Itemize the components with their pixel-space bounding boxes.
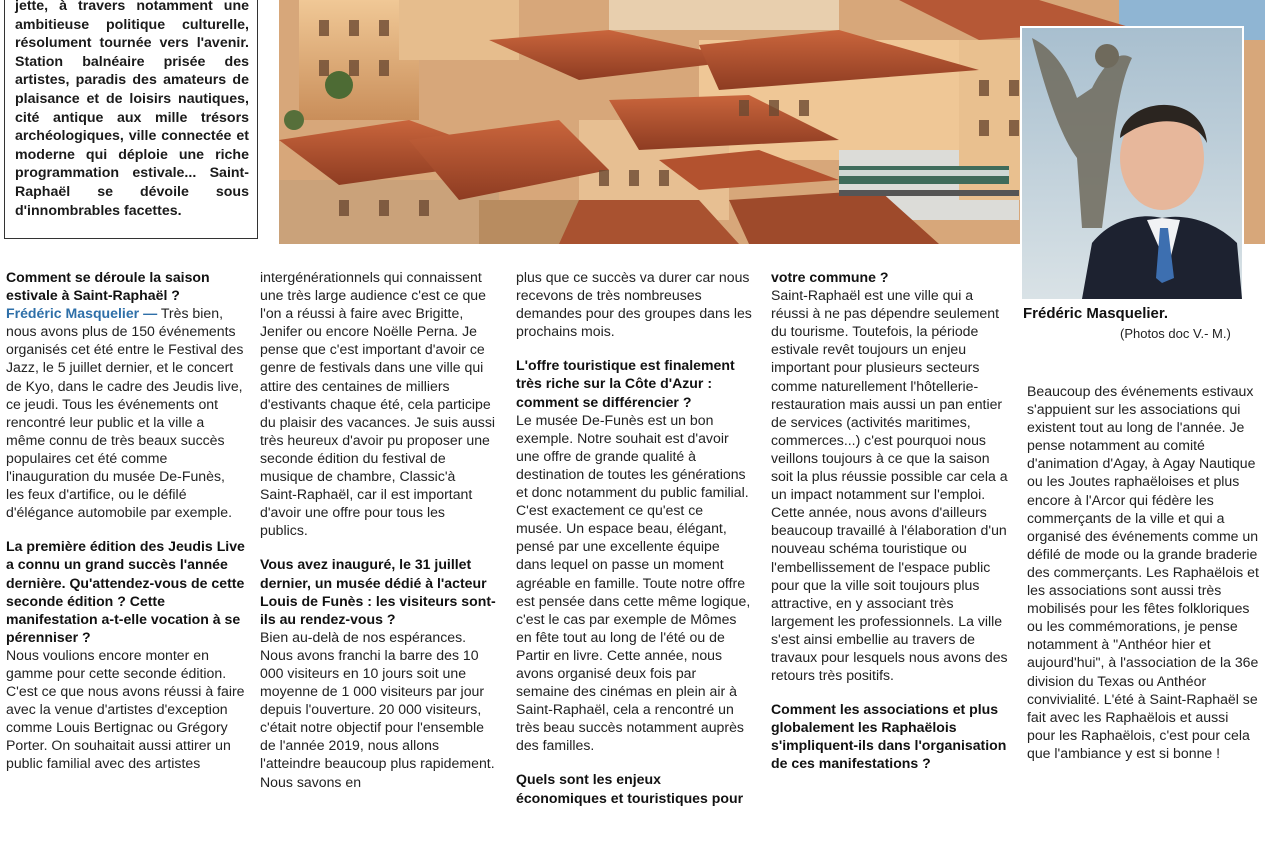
answer-3-continued: plus que ce succès va durer car nous recevons de très nombreuses demandes pour des groupes dans les prochains mois.: [516, 269, 752, 340]
column-3: [516, 268, 752, 807]
column-4: [771, 268, 1009, 773]
portrait-illustration: [1022, 28, 1242, 299]
column-5: [1027, 382, 1259, 762]
question-5: Quels sont les enjeux économiques et touristiques pour: [516, 771, 744, 806]
answer-6: Beaucoup des événements estivaux s'appuient sur les associations qui existent tout au long de l'année. Je pense notamment au comité d'animation d'Agay, à Agay Nautique ou les Joutes raphaëloises et plus encore à l'Arcor qui fédère les commerçants de la ville et qui a organisé des événements comme un défilé de mode ou la grande braderie des commerçants. Les Raphaëlois et les associations sont aussi très mobilisés pour les fêtes folkloriques ou les commémorations, je pense notamment à "Anthéor hier et aujourd'hui", à l'association de la 36e division du Texas ou Anthéor convivialité. L'été à Saint-Raphaël se fait avec les Raphaëlois et aussi pour les Raphaëlois, c'est pour cela que l'ambiance y est si bonne !: [1027, 383, 1259, 761]
question-4: L'offre touristique est finalement très riche sur la Côte d'Azur : comment se différencier ?: [516, 357, 735, 410]
answer-1-text: Très bien, nous avons plus de 150 événements organisés cet été entre le Festival des Jazz, le 5 juillet dernier, et le concert de Kyo, dans le cadre des Jeudis live, ce jeudi. Tous les événements ont rencontré leur public et la ville a même connu de très beaux succès populaires cet été comme l'inauguration du musée De-Funès, les feux d'artifice, ou le défilé d'élégance automobile par exemple.: [6, 305, 244, 521]
portrait-caption-name: Frédéric Masquelier.: [1023, 305, 1169, 322]
answer-2: Nous voulions encore monter en gamme pour cette seconde édition. C'est ce que nous avons réussi à faire avec la venue d'artistes d'exception comme Louis Bertignac ou Grégory Porter. On souhaitait aussi attirer un public familial avec des artistes: [6, 646, 245, 772]
intro-box: [4, 0, 258, 239]
answer-4: Le musée De-Funès est un bon exemple. Notre souhait est d'avoir une offre de grande qualité à destination de toutes les générations et donc notamment du public familial. C'est exactement ce qu'est ce musée. Un espace beau, élégant, pensé par une excellente équipe dans lequel on passe un moment agréable en famille. Toute notre offre est pensée dans cette même logique, c'est le cas par exemple de Mômes en fête tout au long de l'été ou de Partir en livre. Cette année, nous avons organisé deux fois par semaine des cinémas en plein air à Saint-Raphaël, cela a rencontré un très beau succès notamment auprès des familles.: [516, 411, 751, 754]
column-2: [260, 268, 496, 791]
speaker-name: Frédéric Masquelier —: [6, 305, 158, 322]
answer-3: Bien au-delà de nos espérances. Nous avons franchi la barre des 10 000 visiteurs en 10 jours soit une moyenne de 1 000 visiteurs par jour depuis l'ouverture. 20 000 visiteurs, c'était notre objectif pour l'ensemble de l'année 2019, nous allons l'atteindre beaucoup plus rapidement. Nous savons en: [260, 628, 495, 790]
portrait-photo: [1020, 26, 1244, 301]
answer-2-continued: intergénérationnels qui connaissent une très large audience c'est ce que l'on a réussi à faire avec Brigitte, Jenifer ou encore Noëlle Perna. Je pense que c'est important d'avoir ce genre de festivals dans une ville qui attire des centaines de milliers d'estivants chaque été, cela participe du plaisir des vacances. Je suis aussi très heureux d'avoir pu proposer une seconde édition du festival de musique de chambre, Classic'à Saint-Raphaël, car il est important d'avoir une offre pour tous les publics.: [260, 269, 496, 539]
column-1: [6, 268, 246, 773]
question-6: Comment les associations et plus globalement les Raphaëlois s'impliquent-ils dans l'organisation de ces manifestations ?: [771, 701, 1007, 772]
answer-1: [6, 304, 246, 521]
answer-5: Saint-Raphaël est une ville qui a réussi à ne pas dépendre seulement du tourisme. Toutefois, la période estivale revêt toujours un enjeu important pour plusieurs secteurs comme naturellement l'hôtellerie-restauration mais aussi un pan entier de services (activités maritimes, commerces...) c'est pourquoi nous veillons toujours à ce que la saison soit la plus réussie possible car cela a un impact notamment sur l'emploi. Cette année, nous avons d'ailleurs beaucoup travaillé à l'élaboration d'un nouveau schéma touristique ou l'embellissement de l'espace public pour que la ville soit toujours plus attractive, en y associant très largement les professionnels. La ville s'est ainsi embellie au travers de travaux pour lesquels nous avons des retours très positifs.: [771, 287, 1008, 684]
portrait-caption-credit: (Photos doc V.- M.): [1120, 326, 1231, 341]
question-1: Comment se déroule la saison estivale à Saint-Raphaël ?: [6, 269, 210, 304]
question-5-continued: votre commune ?: [771, 269, 889, 285]
question-2: La première édition des Jeudis Live a connu un grand succès l'année dernière. Qu'attendez-vous de cette seconde édition ? Cette manifestation a-t-elle vocation à se pérenniser ?: [6, 538, 245, 645]
intro-text: jette, à travers notamment une ambitieuse politique culturelle, résolument tournée vers l'avenir. Station balnéaire prisée des artistes, paradis des amateurs de plaisance et de loisirs nautiques, cité antique aux mille trésors archéologiques, ville connectée et moderne qui déploie une riche programmation estivale... Saint-Raphaël se dévoile sous d'innombrables facettes.: [15, 0, 249, 219]
question-3: Vous avez inauguré, le 31 juillet dernier, un musée dédié à l'acteur Louis de Funès : les visiteurs sont-ils au rendez-vous ?: [260, 556, 496, 627]
